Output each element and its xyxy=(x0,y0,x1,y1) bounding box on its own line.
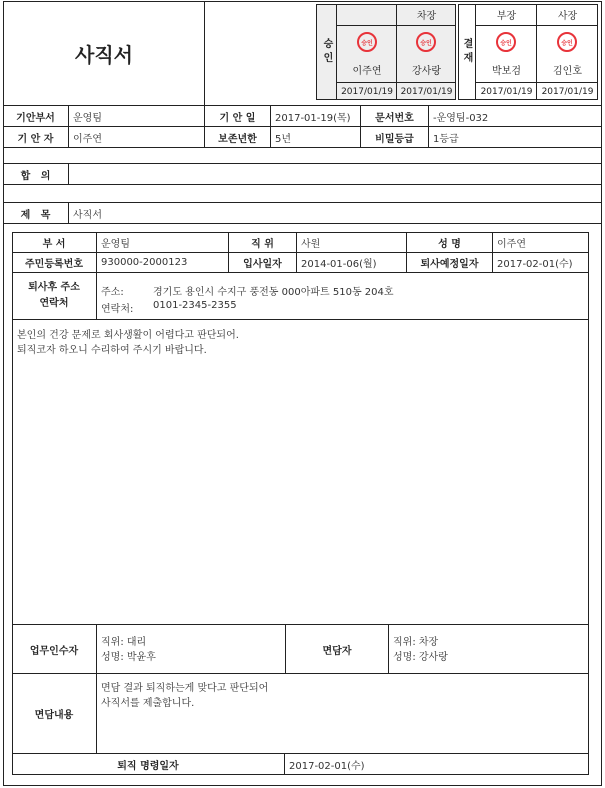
phone-key: 연락처: xyxy=(101,304,134,315)
handover-position: 직위: 대리 xyxy=(101,637,147,648)
interview-line: 면담 결과 퇴직하는게 맞다고 판단되어 xyxy=(101,683,269,694)
approval-cell xyxy=(397,4,456,100)
interview-row xyxy=(12,674,589,754)
approval-name: 박보검 xyxy=(492,65,521,77)
body-line: 본인의 건강 문제로 회사생활이 어렵다고 판단되어. xyxy=(17,330,239,341)
resign-date-value: 2017-02-01(수) xyxy=(497,259,573,270)
approval-rank: 차장 xyxy=(397,4,456,26)
draft-date-label: 기 안 일 xyxy=(205,106,271,126)
subject-row xyxy=(3,203,602,224)
approval-date: 2017/01/19 xyxy=(476,82,537,100)
info-row-1 xyxy=(3,105,602,127)
approved-stamp-icon: 승인 xyxy=(357,32,377,52)
drafter-label: 기 안 자 xyxy=(3,127,69,147)
security-value: 1등급 xyxy=(433,133,459,145)
order-date-value: 2017-02-01(수) xyxy=(289,761,365,772)
form-name-value: 이주연 xyxy=(497,238,526,250)
approval-stamp-wrap xyxy=(557,32,577,52)
address-label xyxy=(12,273,97,319)
retention-label: 보존년한 xyxy=(205,127,271,147)
approval-name: 김인호 xyxy=(553,65,582,77)
doc-no-label: 문서번호 xyxy=(361,106,429,126)
retention-value: 5년 xyxy=(271,127,361,147)
spacer-row xyxy=(3,185,602,203)
join-date-value: 2014-01-06(월) xyxy=(297,253,407,272)
final-label-text: 결재 xyxy=(461,38,472,66)
doc-no-value: -운영팀-032 xyxy=(433,112,489,124)
join-date-label: 입사일자 xyxy=(229,253,297,272)
approval-stamp-wrap xyxy=(496,32,516,52)
interviewer-label: 면담자 xyxy=(285,625,389,673)
form-name-label: 성 명 xyxy=(407,232,493,252)
security-label: 비밀등급 xyxy=(361,127,429,147)
form-position-label: 직 위 xyxy=(229,232,297,252)
interview-content xyxy=(101,681,268,711)
approval-date: 2017/01/19 xyxy=(397,82,456,100)
order-date-row xyxy=(12,754,589,775)
dept-label: 기안부서 xyxy=(3,106,69,126)
handover-name: 성명: 박윤후 xyxy=(101,652,156,663)
address-key: 주소: xyxy=(101,287,124,298)
approval-name: 강사랑 xyxy=(412,65,441,77)
approval-date: 2017/01/19 xyxy=(537,82,598,100)
order-date-label: 퇴직 명령일자 xyxy=(12,754,285,775)
approval-rank: 사장 xyxy=(537,4,598,26)
interviewer-info xyxy=(393,635,448,665)
interview-line: 사직서를 제출합니다. xyxy=(101,698,195,709)
approval-stamp-wrap xyxy=(416,32,436,52)
approval-date: 2017/01/19 xyxy=(337,82,397,100)
form-dept-label: 부 서 xyxy=(12,232,97,252)
rrn-label: 주민등록번호 xyxy=(12,253,97,272)
form-row-1 xyxy=(12,232,589,253)
agree-row xyxy=(3,164,602,185)
resign-date-label: 퇴사예정일자 xyxy=(407,253,493,272)
page-title: 사직서 xyxy=(75,42,133,67)
form-row-2 xyxy=(12,253,589,273)
drafter-value: 이주연 xyxy=(69,127,205,147)
approval-cell xyxy=(537,4,598,100)
interviewer-name: 성명: 강사랑 xyxy=(393,652,448,663)
info-row-2 xyxy=(3,127,602,148)
approve-label xyxy=(316,4,337,100)
subject-value: 사직서 xyxy=(73,209,102,221)
approval-stamp-wrap xyxy=(357,32,377,52)
subject-label: 제 목 xyxy=(3,203,69,223)
body-line: 퇴직코자 하오니 수리하여 주시기 바랍니다. xyxy=(17,345,207,356)
approval-rank xyxy=(337,4,397,26)
form-dept-value: 운영팀 xyxy=(97,232,229,252)
interview-label: 면담내용 xyxy=(12,674,97,753)
final-label xyxy=(458,4,476,100)
resignation-body xyxy=(12,320,589,625)
phone-value: 0101-2345-2355 xyxy=(153,300,237,311)
form-position-value: 사원 xyxy=(297,232,407,252)
approval-name: 이주연 xyxy=(352,65,382,77)
dept-value: 운영팀 xyxy=(69,106,205,126)
handover-row xyxy=(12,625,589,674)
approve-label-text: 승인 xyxy=(321,38,332,66)
spacer-row xyxy=(3,148,602,164)
agree-label: 합 의 xyxy=(3,164,69,184)
approval-cell xyxy=(476,4,537,100)
address-row xyxy=(12,273,589,320)
address-label-line1: 퇴사후 주소 xyxy=(28,282,80,293)
address-label-line2: 연락처 xyxy=(39,298,69,309)
approved-stamp-icon: 승인 xyxy=(496,32,516,52)
draft-date-value: 2017-01-19(목) xyxy=(271,106,361,126)
rrn-value: 930000-2000123 xyxy=(97,253,229,272)
approval-rank: 부장 xyxy=(476,4,537,26)
approval-cell xyxy=(337,4,397,100)
approved-stamp-icon: 승인 xyxy=(557,32,577,52)
handover-label: 업무인수자 xyxy=(12,625,97,673)
handover-info xyxy=(101,635,156,665)
approved-stamp-icon: 승인 xyxy=(416,32,436,52)
address-value: 경기도 용인시 수지구 풍전동 000아파트 510동 204호 xyxy=(153,287,394,298)
interviewer-position: 직위: 차장 xyxy=(393,637,439,648)
